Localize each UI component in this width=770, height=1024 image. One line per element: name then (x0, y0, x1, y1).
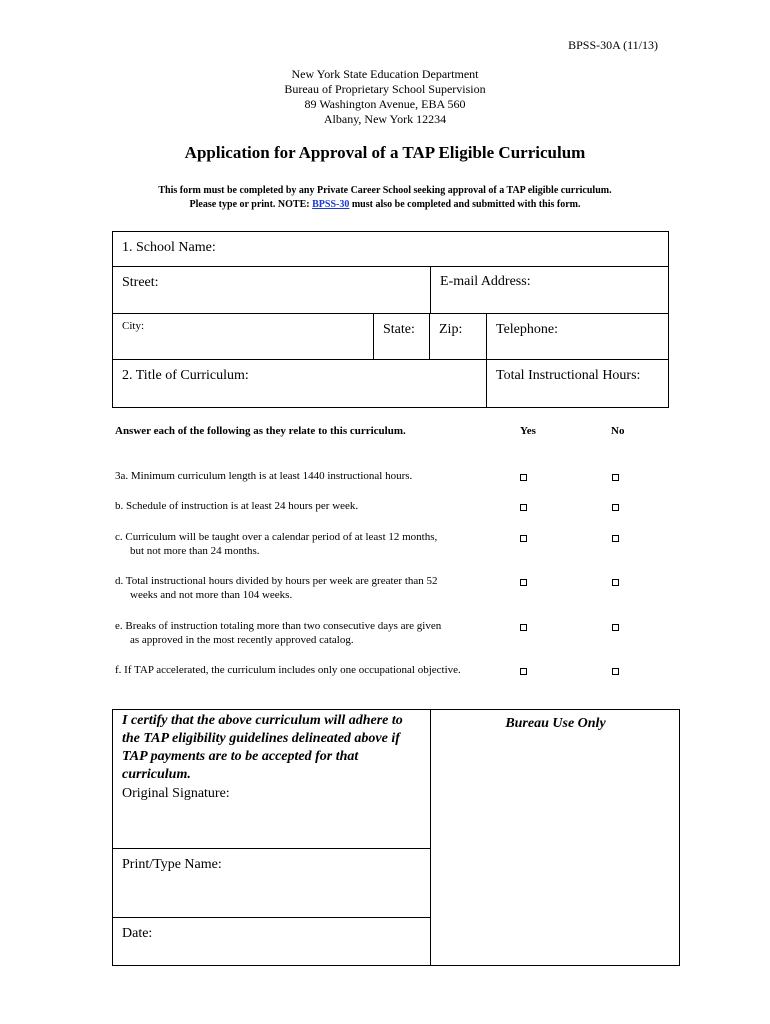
table-divider (112, 313, 669, 314)
curriculum-title-field[interactable]: 2. Title of Curriculum: (122, 368, 249, 383)
zip-field[interactable]: Zip: (439, 322, 463, 337)
bureau-use-only-label: Bureau Use Only (505, 716, 606, 731)
table-divider (112, 917, 430, 918)
question-text-cont: weeks and not more than 104 weeks. (130, 589, 293, 601)
question-text: b. Schedule of instruction is at least 24 hours per week. (115, 500, 359, 512)
question-e-no-checkbox[interactable] (612, 624, 619, 631)
table-divider (112, 848, 430, 849)
city-field[interactable]: City: (122, 320, 145, 332)
question-f (115, 663, 461, 677)
email-field[interactable]: E-mail Address: (440, 274, 531, 289)
question-3a-yes-checkbox[interactable] (520, 474, 527, 481)
question-c (115, 530, 437, 558)
state-field[interactable]: State: (383, 322, 415, 337)
address-line: 89 Washington Avenue, EBA 560 (304, 97, 466, 111)
question-text: d. Total instructional hours divided by hours per week are greater than 52 (115, 575, 438, 587)
original-signature-field[interactable]: Original Signature: (122, 786, 230, 801)
question-b (115, 499, 358, 513)
table-divider (373, 313, 374, 359)
question-text: 3a. Minimum curriculum length is at least 1440 instructional hours. (115, 470, 413, 482)
question-3a (115, 469, 412, 483)
question-text-cont: but not more than 24 months. (130, 545, 260, 557)
form-title: Application for Approval of a TAP Eligible Curriculum (184, 143, 586, 162)
total-hours-field[interactable]: Total Instructional Hours: (496, 368, 641, 383)
question-text: f. If TAP accelerated, the curriculum includes only one occupational objective. (115, 664, 461, 676)
certification-statement: I certify that the above curriculum will adhere to the TAP eligibility guidelines delineated above if TAP payments are to be accepted for that curriculum. (122, 713, 403, 782)
form-code: BPSS-30A (11/13) (568, 38, 658, 52)
question-b-yes-checkbox[interactable] (520, 504, 527, 511)
question-e-yes-checkbox[interactable] (520, 624, 527, 631)
table-divider (486, 313, 487, 407)
instruction-line (0, 198, 770, 212)
question-b-no-checkbox[interactable] (612, 504, 619, 511)
question-text: c. Curriculum will be taught over a calendar period of at least 12 months, (115, 531, 438, 543)
table-divider (429, 313, 430, 359)
form-instructions (0, 184, 770, 212)
telephone-field[interactable]: Telephone: (496, 322, 558, 337)
questions-heading: Answer each of the following as they relate to this curriculum. (115, 425, 406, 437)
question-c-yes-checkbox[interactable] (520, 535, 527, 542)
agency-address (0, 67, 770, 127)
address-line: Albany, New York 12234 (323, 112, 447, 126)
no-column-label: No (611, 425, 625, 437)
question-d-no-checkbox[interactable] (612, 579, 619, 586)
school-name-field[interactable]: 1. School Name: (122, 240, 216, 255)
address-line: Bureau of Proprietary School Supervision (284, 82, 486, 96)
bpss-30-link[interactable]: BPSS-30 (312, 199, 350, 210)
question-d-yes-checkbox[interactable] (520, 579, 527, 586)
date-field[interactable]: Date: (122, 926, 153, 941)
question-d (115, 574, 438, 602)
street-field[interactable]: Street: (122, 275, 159, 290)
question-e (115, 619, 441, 647)
question-f-yes-checkbox[interactable] (520, 668, 527, 675)
table-divider (430, 709, 431, 966)
yes-column-label: Yes (520, 425, 536, 437)
instruction-line: This form must be completed by any Private Career School seeking approval of a TAP eligible curriculum. (158, 185, 612, 196)
table-divider (112, 359, 669, 360)
instruction-text: Please type or print. NOTE: (189, 199, 313, 210)
question-c-no-checkbox[interactable] (612, 535, 619, 542)
table-divider (112, 266, 669, 267)
table-divider (430, 266, 431, 313)
question-text-cont: as approved in the most recently approved catalog. (130, 634, 354, 646)
question-f-no-checkbox[interactable] (612, 668, 619, 675)
question-3a-no-checkbox[interactable] (612, 474, 619, 481)
address-line: New York State Education Department (291, 67, 479, 81)
print-name-field[interactable]: Print/Type Name: (122, 857, 222, 872)
instruction-text: must also be completed and submitted with this form. (349, 199, 581, 210)
question-text: e. Breaks of instruction totaling more than two consecutive days are given (115, 620, 442, 632)
